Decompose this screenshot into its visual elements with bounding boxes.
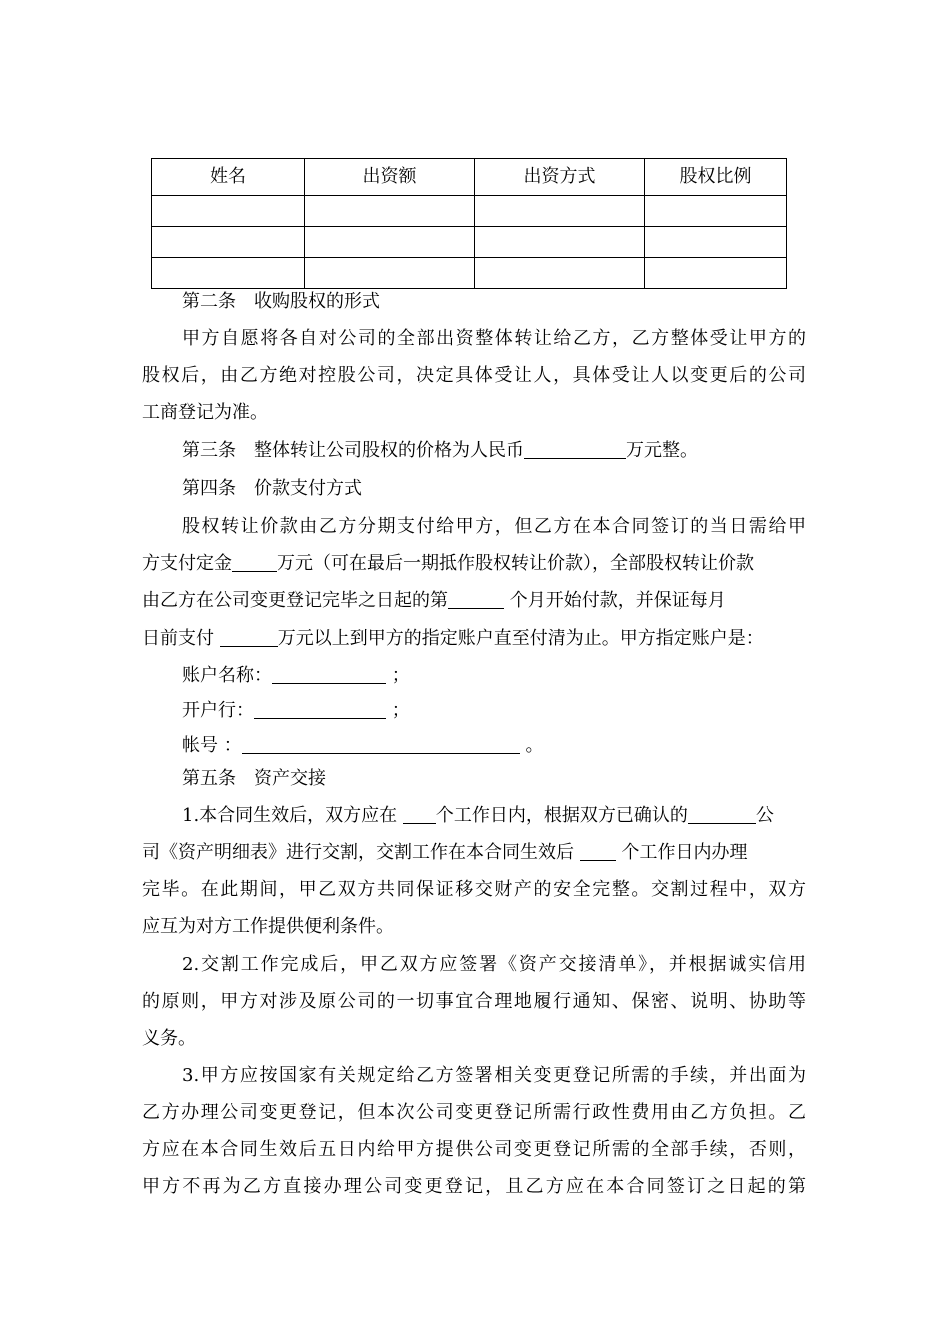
punctuation: 。	[525, 735, 544, 756]
article-4-text: 万元（可在最后一期抵作股权转让价款），全部股权转让价款	[277, 553, 754, 574]
article-4-text: 日前支付	[142, 628, 220, 649]
punctuation: ；	[391, 700, 410, 721]
article-5-line: 的原则，甲方对涉及原公司的一切事宜合理地履行通知、保密、说明、协助等	[142, 991, 806, 1012]
article-5-text: 个工作日内办理	[615, 842, 748, 863]
table-cell	[152, 196, 305, 227]
article-3-text: 万元整。	[626, 440, 698, 461]
deposit-blank	[232, 551, 277, 572]
table-header-cell: 出资额	[305, 159, 475, 196]
article-5-line: 方应在本合同生效后五日内给甲方提供公司变更登记所需的全部手续，否则，	[142, 1139, 806, 1160]
article-4-text: 个月开始付款，并保证每月	[504, 590, 726, 611]
article-5-line: 2.交割工作完成后，甲乙双方应签署《资产交接清单》，并根据诚实信用	[182, 954, 806, 975]
article-5-line: 3.甲方应按国家有关规定给乙方签署相关变更登记所需的手续，并出面为	[182, 1065, 806, 1086]
table-cell	[475, 196, 645, 227]
payment-blank	[220, 626, 278, 647]
table-row	[152, 227, 787, 258]
table-header-cell: 出资方式	[475, 159, 645, 196]
article-5-line: 义务。	[142, 1028, 196, 1049]
account-name-line	[182, 657, 846, 694]
bank-label: 开户行：	[182, 700, 254, 721]
table-row	[152, 196, 787, 227]
article-5-line	[142, 834, 806, 871]
table-cell	[645, 227, 787, 258]
article-5-text: 司《资产明细表》进行交割，交割工作在本合同生效后	[142, 842, 580, 863]
article-4-title: 第四条 价款支付方式	[182, 478, 362, 499]
article-4-line: 股权转让价款由乙方分期支付给甲方，但乙方在本合同签订的当日需给甲	[182, 516, 806, 537]
article-4-line	[142, 620, 806, 657]
article-4-text: 方支付定金	[142, 553, 232, 574]
article-2-line: 工商登记为准。	[142, 402, 268, 423]
table-cell	[305, 227, 475, 258]
shareholder-table	[151, 158, 787, 289]
table-cell	[645, 196, 787, 227]
article-5-text: 1.本合同生效后，双方应在	[182, 805, 403, 826]
article-4-text: 万元以上到甲方的指定账户直至付清为止。甲方指定账户是：	[277, 628, 764, 649]
article-5-line: 完毕。在此期间，甲乙双方共同保证移交财产的安全完整。交割过程中，双方	[142, 879, 806, 900]
account-number-label: 帐号 ：	[182, 735, 242, 756]
article-4-line	[142, 545, 806, 582]
article-5-title: 第五条 资产交接	[182, 768, 326, 789]
article-4-line	[142, 582, 806, 619]
account-name-label: 账户名称：	[182, 665, 272, 686]
account-number-line	[182, 727, 846, 764]
bank-line	[182, 692, 846, 729]
table-cell	[305, 196, 475, 227]
article-3-text: 第三条 整体转让公司股权的价格为人民币	[182, 440, 524, 461]
article-5-line: 乙方办理公司变更登记，但本次公司变更登记所需行政性费用由乙方负担。乙	[142, 1102, 806, 1123]
account-name-blank	[272, 663, 386, 684]
article-4-text: 由乙方在公司变更登记完毕之日起的第	[142, 590, 448, 611]
article-3-price	[182, 432, 846, 469]
handover-days-blank	[580, 840, 616, 861]
table-cell	[475, 227, 645, 258]
article-5-line	[182, 797, 846, 834]
table-header-cell: 姓名	[152, 159, 305, 196]
article-5-line: 甲方不再为乙方直接办理公司变更登记，且乙方应在本合同签订之日起的第	[142, 1176, 806, 1197]
table-header-cell: 股权比例	[645, 159, 787, 196]
table-header-row	[152, 159, 787, 196]
company-blank	[688, 803, 756, 824]
table-cell	[152, 227, 305, 258]
article-2-line: 甲方自愿将各自对公司的全部出资整体转让给乙方，乙方整体受让甲方的	[182, 328, 806, 349]
account-number-blank	[242, 733, 520, 754]
price-blank	[524, 438, 626, 459]
days-blank	[403, 803, 436, 824]
month-blank	[448, 588, 504, 609]
article-5-text: 公	[755, 805, 774, 826]
bank-blank	[254, 698, 386, 719]
article-5-text: 个工作日内，根据双方已确认的	[435, 805, 688, 826]
punctuation: ；	[391, 665, 410, 686]
article-2-line: 股权后，由乙方绝对控股公司，决定具体受让人，具体受让人以变更后的公司	[142, 365, 806, 386]
article-2-title: 第二条 收购股权的形式	[182, 291, 380, 312]
article-5-line: 应互为对方工作提供便利条件。	[142, 916, 394, 937]
